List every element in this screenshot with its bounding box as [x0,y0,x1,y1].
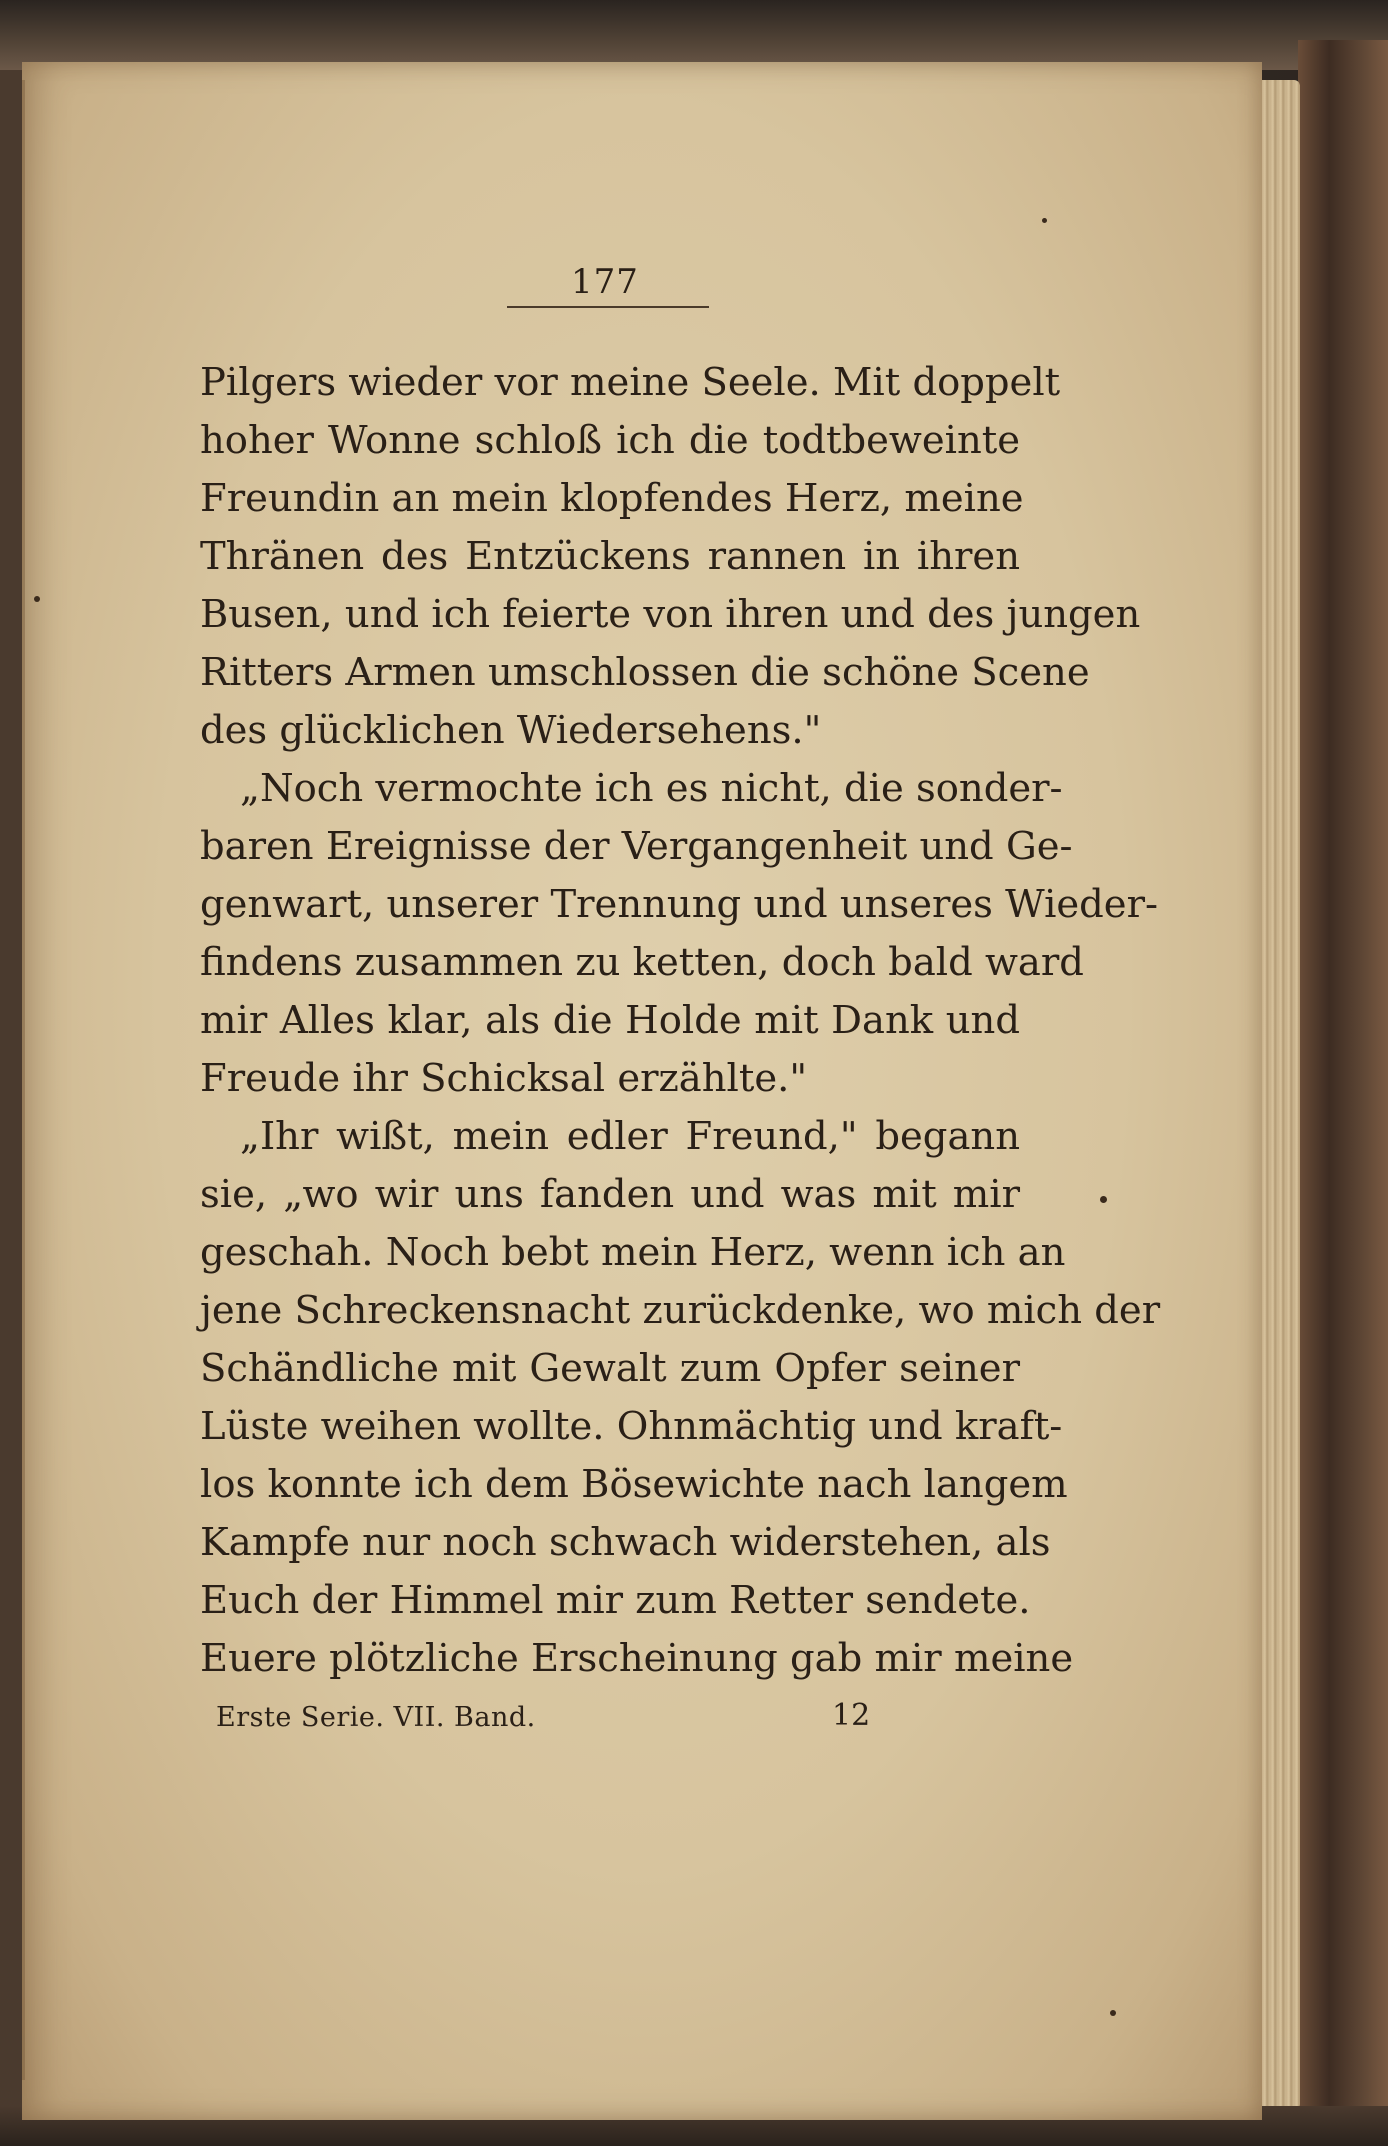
text-line: „Noch vermochte ich es nicht, die sonder- [240,766,1063,811]
text-line: los konnte ich dem Bösewichte nach langem [200,1462,1068,1507]
text-line: Ritters Armen umschlossen die schöne Scene [200,650,1090,695]
text-line: Schändliche mit Gewalt zum Opfer seiner [200,1346,1020,1391]
book-binding-right [1298,40,1388,2140]
page-gutter [22,80,25,2080]
footer-series-note: Erste Serie. VII. Band. [216,1702,536,1733]
page-number: 177 [571,262,639,302]
text-line: geschah. Noch bebt mein Herz, wenn ich an [200,1230,1066,1275]
text-line: Freude ihr Schicksal erzählte." [200,1056,808,1101]
header-rule [507,306,709,308]
text-line: findens zusammen zu ketten, doch bald ward [200,940,1084,985]
text-line: Lüste weihen wollte. Ohnmächtig und kraft- [200,1404,1063,1449]
text-line: Kampfe nur noch schwach widerstehen, als [200,1520,1051,1565]
text-line: Euere plötzliche Erscheinung gab mir meine [200,1636,1074,1681]
text-line: Thränen des Entzückens rannen in ihren [200,534,1020,579]
paper-speck [34,596,40,602]
text-line: jene Schreckensnacht zurückdenke, wo mich der [200,1288,1161,1333]
text-line: mir Alles klar, als die Holde mit Dank und [200,998,1020,1043]
text-line: genwart, unserer Trennung und unseres Wieder- [200,882,1159,927]
text-line: des glücklichen Wiedersehens." [200,708,822,753]
text-line: sie, „wo wir uns fanden und was mit mir [200,1172,1020,1217]
book-cover-top [0,0,1388,70]
text-line: hoher Wonne schloß ich die todtbeweinte [200,418,1020,463]
text-line: Busen, und ich feierte von ihren und des jungen [200,592,1141,637]
text-line: Pilgers wieder vor meine Seele. Mit doppelt [200,360,1061,405]
text-line: Euch der Himmel mir zum Retter sendete. [200,1578,1031,1623]
paper-speck [1110,2010,1116,2016]
text-line: Freundin an mein klopfendes Herz, meine [200,476,1024,521]
paper-speck [1042,218,1047,223]
text-line: „Ihr wißt, mein edler Freund," begann [240,1114,1020,1159]
paper-speck [1100,1196,1107,1203]
footer-signature-mark: 12 [832,1698,871,1733]
text-line: baren Ereignisse der Vergangenheit und Ge- [200,824,1073,869]
